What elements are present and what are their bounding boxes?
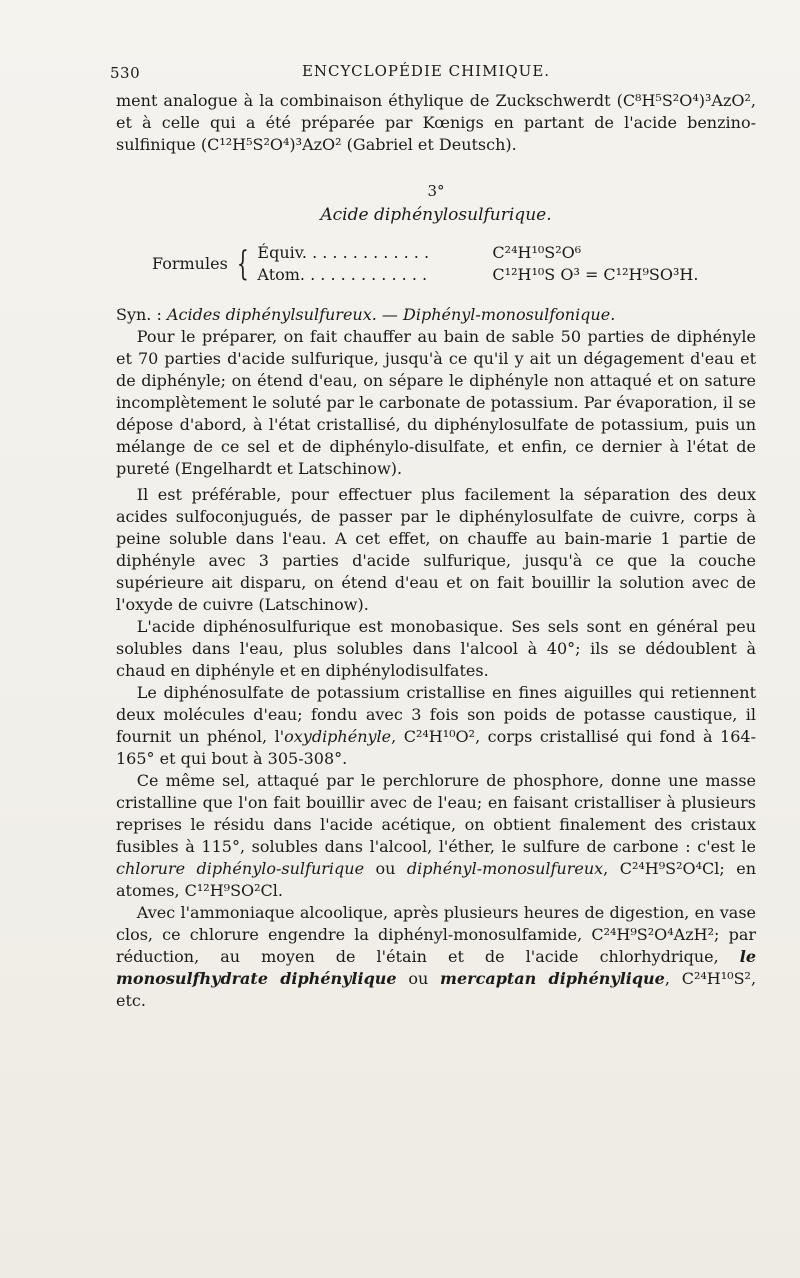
paragraph-ammonia	[116, 902, 756, 1012]
text-run: , C²⁴H¹⁰S², etc.	[116, 969, 757, 1010]
term-oxydiphenyle: oxydiphényle	[284, 727, 392, 746]
synonym-1: Acides diphénylsulfureux.	[166, 305, 377, 324]
term-monosulfhydrate: le monosulfhydrate diphénylique	[116, 947, 756, 988]
paragraph-potassium-salt	[116, 682, 756, 770]
formula-label: Atom. . . . . . . . . . . . .	[257, 265, 428, 284]
formulas-block	[152, 242, 756, 286]
formulas-rows	[257, 242, 698, 286]
formula-row-atom	[257, 264, 698, 286]
text-run: ou	[364, 859, 407, 878]
term-mercaptan: mercaptan diphénylique	[440, 969, 665, 988]
formula-row-equiv	[257, 242, 698, 264]
paragraph-intro: ment analogue à la combinaison éthylique de Zuckschwerdt (C⁸H⁵S²O⁴)³AzO², et à celle qui a été préparée par Kœnigs en partant de l'acide benzino-sulfinique (C¹²H⁵S²O⁴)³AzO² (Gabriel et Deutsch).	[116, 91, 756, 154]
synonyms-separator: —	[376, 305, 403, 324]
page-header	[96, 56, 756, 86]
synonyms-line	[116, 304, 756, 326]
synonyms-prefix: Syn. :	[116, 305, 167, 324]
paragraph-properties: L'acide diphénosulfurique est monobasique. Ses sels sont en général peu solubles dans l'eau, plus solubles dans l'alcool à 40°; ils se dédoublent à chaud en diphényle et en diphénylodisulfates.	[116, 617, 756, 680]
paragraph-perchloride	[116, 770, 756, 902]
brace-icon: {	[236, 244, 249, 284]
text-run: , C²⁴H¹⁰O², corps cristallisé qui fond à 164-165° et qui bout à 305-308°.	[116, 727, 756, 768]
formula-value: C¹²H¹⁰S O³ = C¹²H⁹SO³H.	[492, 265, 699, 284]
text-run: Avec l'ammoniaque alcoolique, après plusieurs heures de digestion, en vase clos, ce chlorure engendre la diphényl-monosulfamide, C²⁴H⁹S²O⁴AzH²; par réduction, au moyen de l'étain et de l'acide chlorhydrique,	[116, 903, 756, 966]
running-head: ENCYCLOPÉDIE CHIMIQUE.	[301, 62, 551, 80]
formulas-label: Formules	[152, 254, 228, 273]
page-body	[116, 90, 756, 1012]
formula-value: C²⁴H¹⁰S²O⁶	[492, 243, 582, 262]
text-run: Le diphénosulfate de potassium cristallise en fines aiguilles qui retiennent deux molécules d'eau; fondu avec 3 fois son poids de potasse caustique, il fournit un phénol, l'	[116, 683, 756, 746]
term-chlorure: chlorure diphénylo-sulfurique	[116, 859, 365, 878]
section-number: 3°	[427, 182, 445, 200]
text-run: ou	[396, 969, 441, 988]
term-monosulfureux: diphényl-monosulfureux	[406, 859, 604, 878]
synonym-2: Diphényl-monosulfonique.	[403, 305, 616, 324]
section-title: Acide diphénylosulfurique.	[320, 205, 552, 225]
text-run: Ce même sel, attaqué par le perchlorure de phosphore, donne une masse cristalline que l'on fait bouillir avec de l'eau; en faisant cristalliser à plusieurs reprises le résidu dans l'acide acétique, on obtient finalement des cristaux fusibles à 115°, solubles dans l'alcool, l'éther, le sulfure de carbone : c'est le	[116, 771, 756, 856]
text-run: , C²⁴H⁹S²O⁴Cl; en atomes, C¹²H⁹SO²Cl.	[116, 859, 757, 900]
formula-label: Équiv. . . . . . . . . . . . .	[257, 243, 430, 262]
paragraph-preparation: Pour le préparer, on fait chauffer au bain de sable 50 parties de diphényle et 70 parties d'acide sulfurique, jusqu'à ce qu'il y ait un dégagement d'eau et de diphényle; on étend d'eau, on sépare le diphényle non attaqué et on sature incomplètement le soluté par le carbonate de potassium. Par évaporation, il se dépose d'abord, à l'état cristallisé, du diphénylosulfate de potassium, puis un mélange de ce sel et de diphénylo-disulfate, et enfin, ce dernier à l'état de pureté (Engelhardt et Latschinow).	[116, 327, 756, 478]
page-number: 530	[110, 64, 141, 82]
paragraph-copper-salt: Il est préférable, pour effectuer plus facilement la séparation des deux acides sulfoconjugués, de passer par le diphénylosulfate de cuivre, corps à peine soluble dans l'eau. A cet effet, on chauffe au bain-marie 1 partie de diphényle avec 3 parties d'acide sulfurique, jusqu'à ce que la couche supérieure ait disparu, on étend d'eau et on fait bouillir la solution avec de l'oxyde de cuivre (Latschinow).	[116, 485, 756, 614]
